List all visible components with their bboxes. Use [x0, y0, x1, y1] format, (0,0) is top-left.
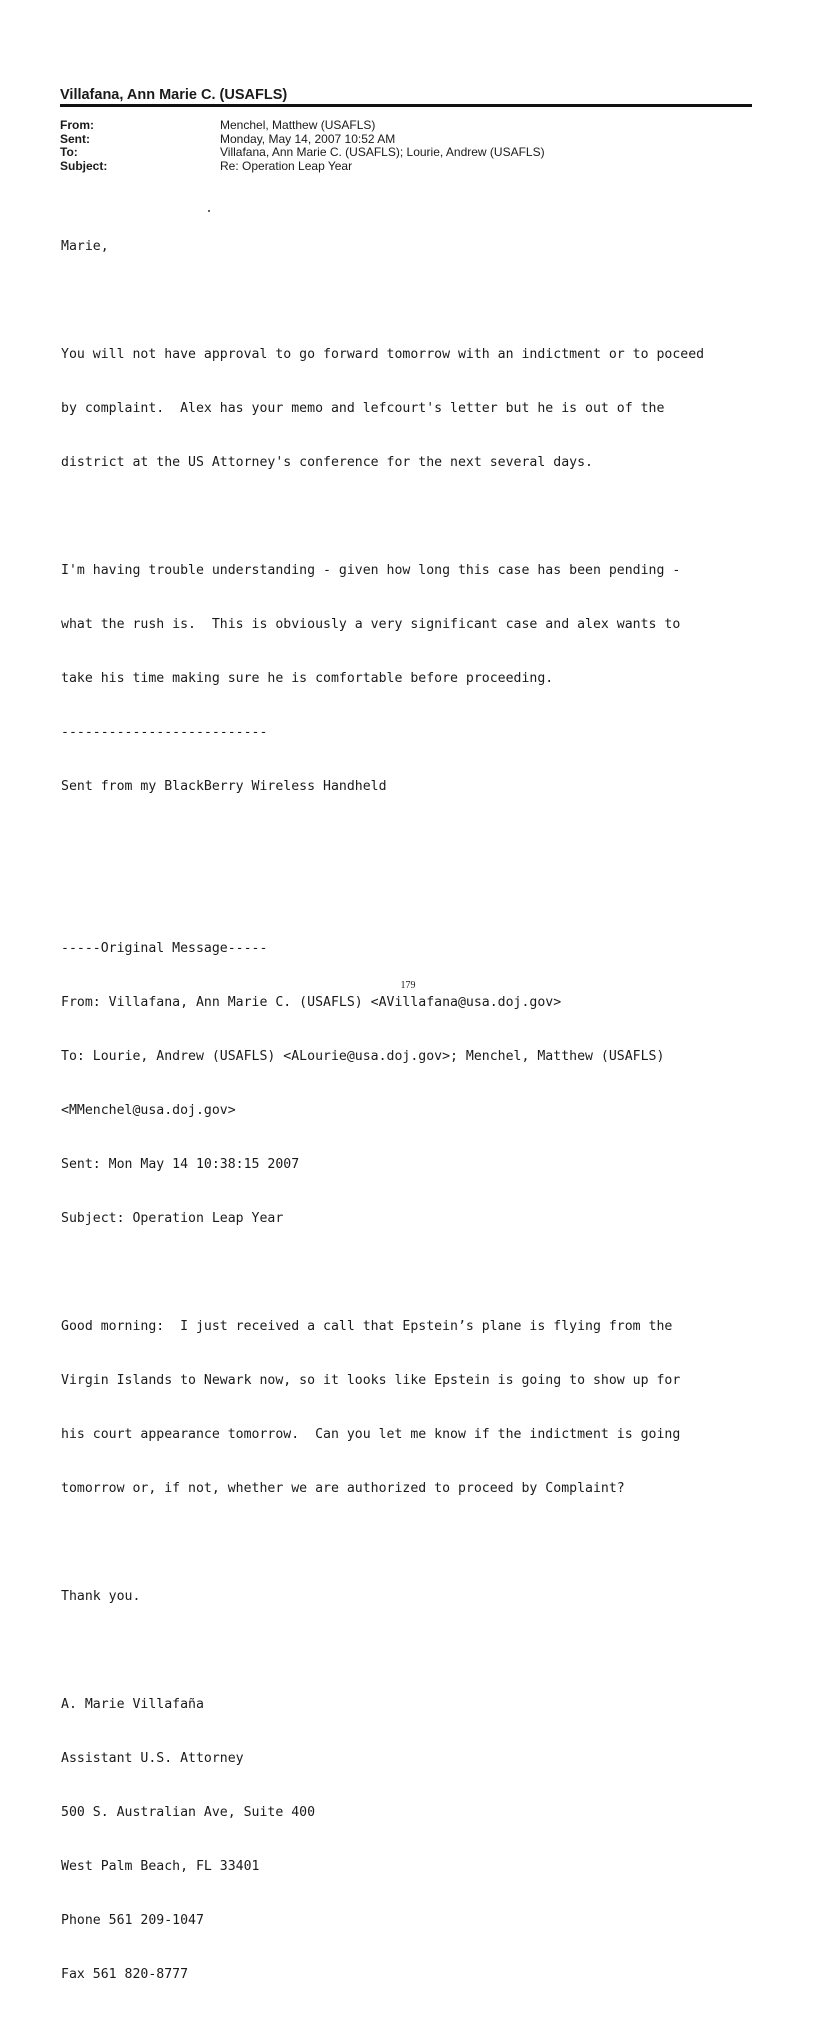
body-line: <MMenchel@usa.doj.gov>: [61, 1103, 236, 1118]
body-line: Sent from my BlackBerry Wireless Handheld: [61, 779, 387, 794]
body-line: Phone 561 209-1047: [61, 1913, 204, 1928]
body-line: his court appearance tomorrow. Can you let me know if the indictment is going: [61, 1427, 681, 1442]
body-line: 500 S. Australian Ave, Suite 400: [61, 1805, 316, 1820]
body-line: [61, 886, 781, 904]
body-line: Subject: Operation Leap Year: [61, 1211, 284, 1226]
body-line: --------------------------: [61, 725, 268, 740]
body-line: Marie,: [61, 239, 109, 254]
from-value: Menchel, Matthew (USAFLS): [220, 118, 376, 132]
header-row-sent: [60, 133, 545, 147]
body-line: You will not have approval to go forward tomorrow with an indictment or to poceed: [61, 347, 705, 362]
body-line: -----Original Message-----: [61, 941, 268, 956]
to-label: To:: [60, 145, 78, 159]
body-line: tomorrow or, if not, whether we are authorized to proceed by Complaint?: [61, 1481, 625, 1496]
body-line: [61, 292, 781, 310]
body-line: [61, 1534, 781, 1552]
body-line: Thank you.: [61, 1589, 141, 1604]
body-line: West Palm Beach, FL 33401: [61, 1859, 260, 1874]
body-line: what the rush is. This is obviously a very significant case and alex wants to: [61, 617, 681, 632]
body-line: I'm having trouble understanding - given how long this case has been pending -: [61, 563, 681, 578]
body-line: Virgin Islands to Newark now, so it looks like Epstein is going to show up for: [61, 1373, 681, 1388]
sent-label: Sent:: [60, 131, 90, 146]
body-line: [61, 1642, 781, 1660]
header-row-subject: [60, 160, 545, 174]
subject-label: Subject:: [60, 158, 108, 173]
sent-value: Monday, May 14, 2007 10:52 AM: [220, 131, 396, 146]
body-line: district at the US Attorney's conference for the next several days.: [61, 455, 593, 470]
body-line: A. Marie Villafaña: [61, 1697, 204, 1712]
body-line: Sent: Mon May 14 10:38:15 2007: [61, 1157, 300, 1172]
document-heading: Villafana, Ann Marie C. (USAFLS): [60, 87, 288, 103]
body-line: Fax 561 820-8777: [61, 1967, 189, 1982]
page-number: 179: [400, 980, 416, 991]
body-line: Good morning: I just received a call that Epstein’s plane is flying from the: [61, 1319, 673, 1334]
heading-rule: [60, 104, 752, 107]
body-line: [61, 1264, 781, 1282]
email-body: [61, 202, 781, 2020]
header-row-to: [60, 146, 545, 160]
header-row-from: [60, 119, 545, 133]
to-value: Villafana, Ann Marie C. (USAFLS); Lourie, Andrew (USAFLS): [220, 145, 545, 159]
email-header-fields: [60, 119, 545, 173]
subject-value: Re: Operation Leap Year: [220, 158, 353, 173]
body-line: [61, 832, 781, 850]
body-line: [61, 508, 781, 526]
body-line: take his time making sure he is comfortable before proceeding.: [61, 671, 554, 686]
body-line: by complaint. Alex has your memo and lefcourt's letter but he is out of the: [61, 401, 665, 416]
body-line: Assistant U.S. Attorney: [61, 1751, 244, 1766]
body-line: From: Villafana, Ann Marie C. (USAFLS) <AVillafana@usa.doj.gov>: [61, 995, 562, 1010]
body-line: To: Lourie, Andrew (USAFLS) <ALourie@usa.doj.gov>; Menchel, Matthew (USAFLS): [61, 1049, 665, 1064]
from-label: From:: [60, 118, 94, 132]
